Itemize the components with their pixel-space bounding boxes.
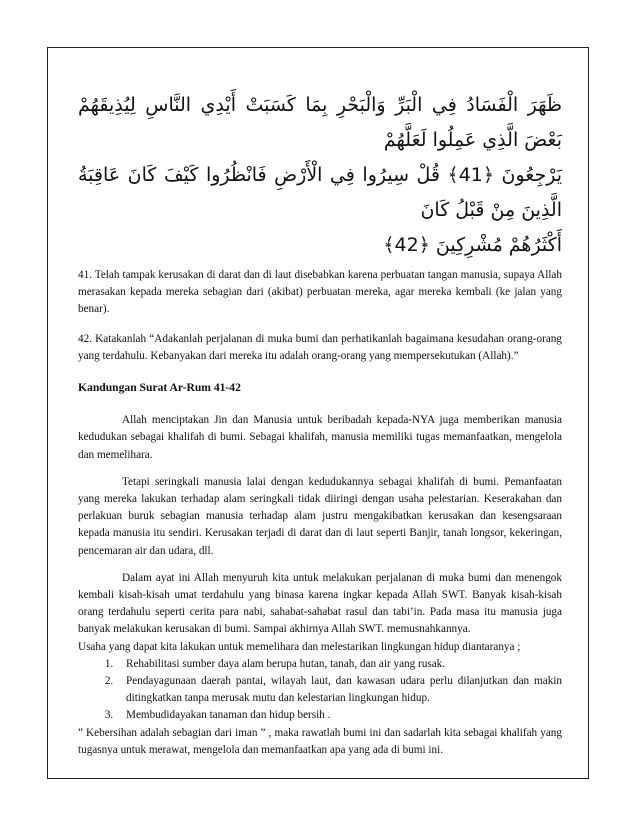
section-heading: Kandungan Surat Ar-Rum 41-42 xyxy=(78,381,241,395)
list-item: 3. Membudidayakan tanaman dan hidup bersih . xyxy=(116,707,562,724)
action-list xyxy=(78,656,562,725)
arabic-line-1: ظَهَرَ الْفَسَادُ فِي الْبَرِّ وَالْبَحْرِ بِمَا كَسَبَتْ أَيْدِي النَّاسِ لِيُذِيقَهُمْ بَعْضَ الَّذِي عَمِلُوا لَعَلَّهُمْ xyxy=(78,94,562,151)
arabic-line-3: أَكْثَرُهُمْ مُشْرِكِينَ ﴿42﴾ xyxy=(383,234,562,256)
translation-verse-42: 42. Katakanlah “Adakanlah perjalanan di muka bumi dan perhatikanlah bagaimana kesudahan orang-orang yang terdahulu. Kebanyakan dari mereka itu adalah orang-orang yang mempersekutukan (Allah).” xyxy=(78,332,562,362)
paragraph-3: Dalam ayat ini Allah menyuruh kita untuk melakukan perjalanan di muka bumi dan menengok kembali kisah-kisah umat terdahulu yang binasa karena ingkar kepada Allah SWT. Banyak kisah-kisah orang terdahulu seperti cerita para nabi, sahabat-sahabat rasul dan tabi’in. Pada masa itu manusia juga banyak melakukan kerusakan di bumi. Sampai akhirnya Allah SWT. memusnahkannya. xyxy=(78,571,562,636)
list-item: 2. Pendayagunaan daerah pantai, wilayah laut, dan kawasan udara perlu dilanjutkan dan makin ditingkatkan tanpa merusak mutu dan kelestarian lingkungan hidup. xyxy=(116,673,562,707)
paragraph-4: Usaha yang dapat kita lakukan untuk memelihara dan melestarikan lingkungan hidup diantaranya ; xyxy=(78,640,521,653)
arabic-line-2: يَرْجِعُونَ ﴿41﴾ قُلْ سِيرُوا فِي الْأَرْضِ فَانْظُرُوا كَيْفَ كَانَ عَاقِبَةُ الَّذِينَ مِنْ قَبْلُ كَانَ xyxy=(78,164,562,221)
translation-verse-41: 41. Telah tampak kerusakan di darat dan di laut disebabkan karena perbuatan tangan manusia, supaya Allah merasakan kepada mereka sebagian dari (akibat) perbuatan mereka, agar mereka kembali (ke jalan yang benar). xyxy=(78,269,562,316)
paragraph-1: Allah menciptakan Jin dan Manusia untuk beribadah kepada-NYA juga memberikan manusia kedudukan sebagai khalifah di bumi. Sebagai khalifah, manusia memiliki tugas memanfaatkan, mengelola dan memelihara. xyxy=(78,414,562,461)
closing-paragraph: ” Kebersihan adalah sebagian dari iman ” , maka rawatlah bumi ini dan sadarlah kita sebagai khalifah yang tugasnya untuk merawat, mengelola dan memanfaatkan apa yang ada di bumi ini. xyxy=(78,726,562,756)
list-item: 1. Rehabilitasi sumber daya alam berupa hutan, tanah, dan air yang rusak. xyxy=(116,656,562,673)
paragraph-2: Tetapi seringkali manusia lalai dengan kedudukannya sebagai khalifah di bumi. Pemanfaatan yang mereka lakukan terhadap alam seringkali tidak diiringi dengan usaha pelestarian. Keserakahan dan perlakuan buruk sebagian manusia terhadap alam justru mengakibatkan kerusakan dan kesengsaraan kepada manusia itu sendiri. Kerusakan terjadi di darat dan di laut seperti Banjir, tanah longsor, kekeringan, pencemaran air dan udara, dll. xyxy=(78,475,562,557)
arabic-verses xyxy=(78,88,562,263)
document-body xyxy=(78,88,562,759)
